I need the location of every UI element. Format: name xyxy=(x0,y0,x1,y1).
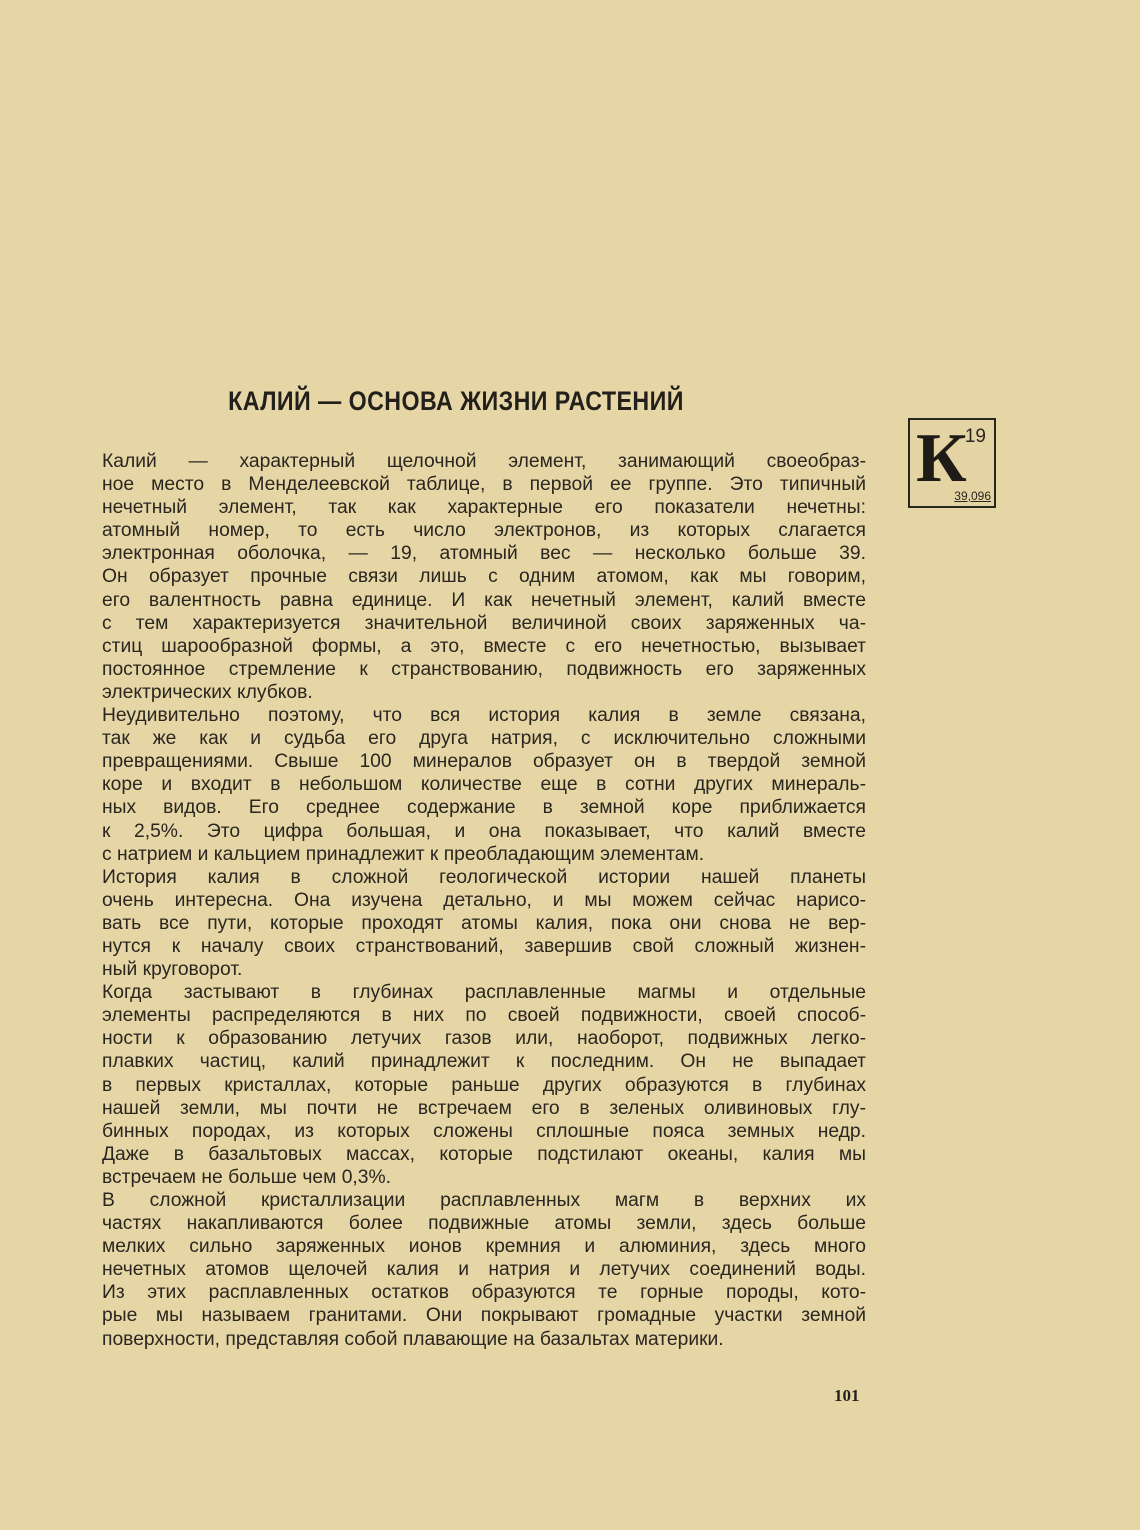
text-line: Он образует прочные связи лишь с одним атомом, как мы говорим, xyxy=(102,566,866,588)
text-line: к 2,5%. Это цифра большая, и она показывает, что калий вместе xyxy=(102,820,866,842)
text-line: История калия в сложной геологической истории нашей планеты xyxy=(102,866,866,888)
text-line: электронная оболочка, — 19, атомный вес — несколько больше 39. xyxy=(102,543,866,565)
element-atomic-weight: 39,096 xyxy=(954,489,991,503)
text-line: Из этих расплавленных остатков образуются те горные породы, кото- xyxy=(102,1282,866,1304)
text-line: его валентность равна единице. И как нечетный элемент, калий вместе xyxy=(102,589,866,611)
text-line: превращениями. Свыше 100 минералов образует он в твердой земной xyxy=(102,751,866,773)
text-line: Неудивительно поэтому, что вся история калия в земле связана, xyxy=(102,705,866,727)
element-atomic-number: 19 xyxy=(964,426,986,447)
article-title: КАЛИЙ — ОСНОВА ЖИЗНИ РАСТЕНИЙ xyxy=(228,386,684,416)
text-line: мелких сильно заряженных ионов кремния и алюминия, здесь много xyxy=(102,1236,866,1258)
text-line: так же как и судьба его друга натрия, с исключительно сложными xyxy=(102,728,866,750)
text-line: коре и входит в небольшом количестве еще в сотни других минераль- xyxy=(102,774,866,796)
article-body xyxy=(102,450,866,1351)
text-line: Калий — характерный щелочной элемент, занимающий своеобраз- xyxy=(102,451,866,472)
text-line: плавких частиц, калий принадлежит к последним. Он не выпадает xyxy=(102,1051,866,1073)
text-line: вать все пути, которые проходят атомы калия, пока они снова не вер- xyxy=(102,912,866,934)
text-line: нашей земли, мы почти не встречаем его в зеленых оливиновых глу- xyxy=(102,1097,866,1119)
text-line: очень интересна. Она изучена детально, и мы можем сейчас нарисо- xyxy=(102,889,866,911)
text-line: В сложной кристаллизации расплавленных магм в верхних их xyxy=(102,1190,866,1211)
text-line: в первых кристаллах, которые раньше других образуются в глубинах xyxy=(102,1074,866,1096)
text-line: с натрием и кальцием принадлежит к преобладающим элементам. xyxy=(102,843,705,865)
text-line: ный круговорот. xyxy=(102,959,243,981)
text-line: ных видов. Его среднее содержание в земной коре приближается xyxy=(102,797,866,819)
text-line: электрических клубков. xyxy=(102,681,313,703)
text-line: ное место в Менделеевской таблице, в первой ее группе. Это типичный xyxy=(102,474,866,496)
text-line: поверхности, представляя собой плавающие на базальтах материки. xyxy=(102,1328,724,1350)
text-line: встречаем не больше чем 0,3%. xyxy=(102,1166,392,1188)
paragraph xyxy=(102,450,866,704)
text-line: нечетных атомов щелочей калия и натрия и летучих соединений воды. xyxy=(102,1259,866,1281)
text-line: стиц шарообразной формы, а это, вместе с его нечетностью, вызывает xyxy=(102,635,866,657)
paragraph xyxy=(102,1189,866,1351)
text-line: бинных породах, из которых сложены сплошные пояса земных недр. xyxy=(102,1120,866,1142)
text-line: частях накапливаются более подвижные атомы земли, здесь больше xyxy=(102,1213,866,1235)
text-line: рые мы называем гранитами. Они покрывают громадные участки земной xyxy=(102,1305,866,1327)
text-line: ности к образованию летучих газов или, наоборот, подвижных легко- xyxy=(102,1028,866,1050)
text-line: с тем характеризуется значительной величиной своих заряженных ча- xyxy=(102,612,866,634)
page-number: 101 xyxy=(834,1386,860,1405)
text-line: атомный номер, то есть число электронов, из которых слагается xyxy=(102,520,866,542)
paragraph xyxy=(102,866,866,981)
element-symbol: К xyxy=(916,420,967,497)
paragraph xyxy=(102,981,866,1189)
text-line: Когда застывают в глубинах расплавленные магмы и отдельные xyxy=(102,982,866,1004)
text-line: нечетный элемент, так как характерные его показатели нечетны: xyxy=(102,497,866,519)
text-line: Даже в базальтовых массах, которые подстилают океаны, калия мы xyxy=(102,1143,866,1165)
text-line: постоянное стремление к странствованию, подвижность его заряженных xyxy=(102,658,866,680)
text-line: элементы распределяются в них по своей подвижности, своей способ- xyxy=(102,1005,866,1027)
element-badge xyxy=(908,418,996,508)
text-line: нутся к началу своих странствований, завершив свой сложный жизнен- xyxy=(102,935,866,957)
paragraph xyxy=(102,704,866,866)
